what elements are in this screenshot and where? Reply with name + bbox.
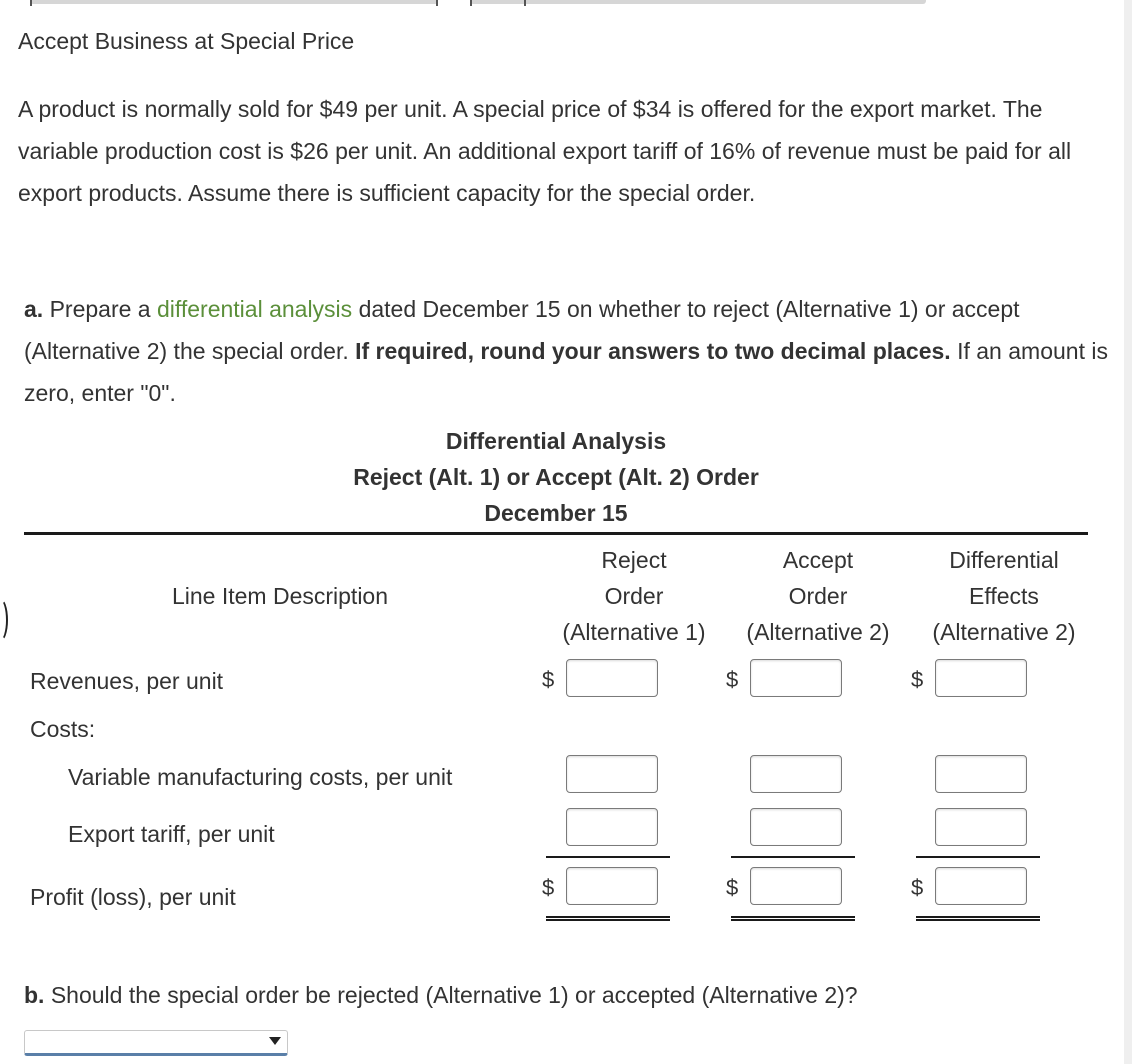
revenue-diff-cell xyxy=(911,659,1031,701)
dollar-sign: $ xyxy=(726,875,739,900)
dollar-sign: $ xyxy=(911,875,924,900)
total-double-rule xyxy=(546,916,670,921)
left-bracket-mark xyxy=(0,598,8,642)
analysis-date: December 15 xyxy=(484,500,628,526)
profit-accept-input[interactable] xyxy=(750,867,842,905)
revenue-diff-input[interactable] xyxy=(935,659,1027,697)
part-b-text: Should the special order be rejected (Alternative 1) or accepted (Alternative 2)? xyxy=(50,982,858,1008)
column-header-differential-line1: Differential xyxy=(949,547,1059,573)
dollar-sign: $ xyxy=(542,875,555,900)
row-label-profit: Profit (loss), per unit xyxy=(30,884,236,910)
row-label-export-tariff: Export tariff, per unit xyxy=(68,821,275,847)
edge-tick xyxy=(470,0,472,6)
edge-tick xyxy=(30,0,32,6)
profit-diff-cell xyxy=(911,867,1031,909)
subtotal-rule xyxy=(916,856,1040,858)
problem-statement: A product is normally sold for $49 per unit. A special price of $34 is offered for the export market. The variable production cost is $26 per unit. An additional export tariff of 16% of revenue must be paid for all export products. Assume there is sufficient capacity for the special order. xyxy=(18,96,1072,206)
rounding-instruction: If required, round your answers to two decimal places. xyxy=(355,338,951,364)
column-header-differential xyxy=(906,542,1102,650)
column-header-description: Line Item Description xyxy=(171,583,389,609)
dollar-sign: $ xyxy=(726,667,739,692)
column-header-reject-line2: Order xyxy=(604,583,664,609)
column-header-accept-line2: Order xyxy=(788,583,848,609)
zero-instruction: If an amount is zero, enter "0". xyxy=(24,338,1108,406)
total-double-rule xyxy=(731,916,855,921)
analysis-heading: Differential Analysis xyxy=(445,428,667,454)
variable-diff-input[interactable] xyxy=(935,755,1027,793)
column-header-accept-line3: (Alternative 2) xyxy=(746,619,890,645)
row-label-variable-costs: Variable manufacturing costs, per unit xyxy=(68,764,453,790)
profit-diff-input[interactable] xyxy=(935,867,1027,905)
column-header-reject xyxy=(536,542,732,650)
tariff-accept-input[interactable] xyxy=(750,808,842,846)
profit-accept-cell xyxy=(726,867,846,909)
row-label-revenues: Revenues, per unit xyxy=(30,668,224,694)
tariff-reject-input[interactable] xyxy=(566,808,658,846)
header-rule xyxy=(24,532,1088,535)
revenue-reject-input[interactable] xyxy=(566,659,658,697)
problem-title: Accept Business at Special Price xyxy=(18,28,355,54)
dollar-sign: $ xyxy=(542,667,555,692)
decision-dropdown[interactable] xyxy=(24,1030,288,1056)
part-b-label: b. xyxy=(24,982,45,1008)
revenue-accept-input[interactable] xyxy=(750,659,842,697)
part-b-question xyxy=(24,982,858,1009)
part-a-text-continued: dated December 15 on whether to reject (Alternative 1) or accept (Alternative 2) the special order. xyxy=(24,296,1020,364)
scrollbar-track[interactable] xyxy=(1124,0,1132,1064)
edge-tick xyxy=(436,0,438,6)
profit-reject-cell xyxy=(542,867,662,909)
part-a-instructions xyxy=(24,288,1114,414)
part-a-label: a. xyxy=(24,296,44,322)
revenue-accept-cell xyxy=(726,659,846,701)
tariff-diff-input[interactable] xyxy=(935,808,1027,846)
column-header-accept xyxy=(720,542,916,650)
subtotal-rule xyxy=(731,856,855,858)
top-panel-edge-left xyxy=(30,0,438,4)
row-label-costs: Costs: xyxy=(30,716,96,742)
edge-tick xyxy=(524,0,526,6)
differential-analysis-link[interactable]: differential analysis xyxy=(156,296,353,322)
subtotal-rule xyxy=(546,856,670,858)
total-double-rule xyxy=(916,916,1040,921)
dollar-sign: $ xyxy=(911,667,924,692)
variable-reject-input[interactable] xyxy=(566,755,658,793)
revenue-reject-cell xyxy=(542,659,662,701)
part-a-text: Prepare a xyxy=(49,296,151,322)
column-header-reject-line1: Reject xyxy=(601,547,667,573)
column-header-reject-line3: (Alternative 1) xyxy=(562,619,706,645)
chevron-down-icon[interactable] xyxy=(269,1037,281,1045)
profit-reject-input[interactable] xyxy=(566,867,658,905)
variable-accept-input[interactable] xyxy=(750,755,842,793)
column-header-accept-line1: Accept xyxy=(782,547,854,573)
analysis-subheading: Reject (Alt. 1) or Accept (Alt. 2) Order xyxy=(353,464,759,490)
column-header-differential-line2: Effects xyxy=(969,583,1039,609)
top-panel-edge-right xyxy=(470,0,926,4)
column-header-differential-line3: (Alternative 2) xyxy=(932,619,1076,645)
